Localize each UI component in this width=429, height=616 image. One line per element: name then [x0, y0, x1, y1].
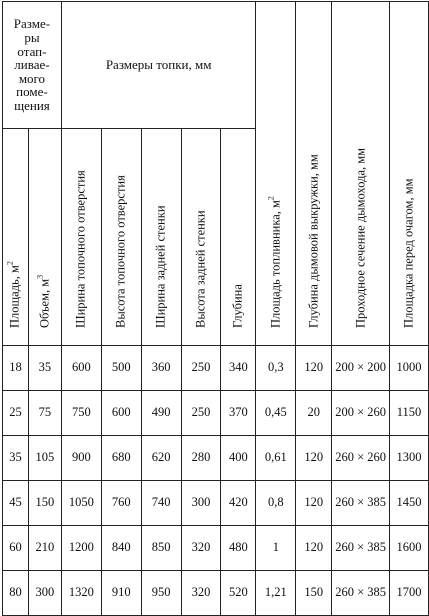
table-cell: 600: [101, 391, 141, 436]
table-cell: 1200: [61, 526, 101, 571]
table-cell: 250: [181, 346, 221, 391]
table-cell: 420: [221, 481, 256, 526]
column-header-label: Площадь топливника, м: [268, 199, 283, 328]
table-cell: 850: [141, 526, 181, 571]
table-cell: 600: [61, 346, 101, 391]
column-header-volume: [28, 129, 61, 346]
table-cell: 950: [141, 571, 181, 616]
table-row: [3, 391, 429, 436]
room-sizes-line: ливае-: [14, 57, 50, 73]
table-cell: 280: [181, 436, 221, 481]
column-header-label: Ширина задней стенки: [153, 205, 168, 328]
table-cell: 1: [256, 526, 296, 571]
table-cell: 500: [101, 346, 141, 391]
column-header-label: Площадка перед очагом, мм: [401, 178, 416, 328]
column-header-depth: [221, 129, 256, 346]
table-cell: 300: [28, 571, 61, 616]
column-header-opening-height: [101, 129, 141, 346]
column-header-sup: 2: [5, 260, 15, 265]
column-header-flue-section: [332, 2, 390, 346]
fireplace-dimensions-table: [2, 1, 429, 616]
table-row: [3, 571, 429, 616]
table-cell: 260 × 260: [332, 436, 390, 481]
table-cell: 120: [296, 346, 332, 391]
room-sizes-line: ры: [24, 29, 40, 45]
table-cell: 0,3: [256, 346, 296, 391]
table-cell: 35: [3, 436, 29, 481]
table-cell: 210: [28, 526, 61, 571]
table-cell: 1320: [61, 571, 101, 616]
table-cell: 120: [296, 436, 332, 481]
table-cell: 320: [181, 526, 221, 571]
column-header-back-wall-height: [181, 129, 221, 346]
column-header-label: Глубина: [230, 283, 245, 328]
table-cell: 75: [28, 391, 61, 436]
table-cell: 150: [28, 481, 61, 526]
column-header-opening-width: [61, 129, 101, 346]
column-header-hearth-platform: [390, 2, 429, 346]
room-sizes-line: отап-: [17, 43, 47, 59]
room-sizes-line: Разме-: [13, 16, 51, 32]
table-cell: 360: [141, 346, 181, 391]
table-cell: 20: [296, 391, 332, 436]
column-header-firebox-area: [256, 2, 296, 346]
table-row: [3, 346, 429, 391]
column-header-label: Площадь, м: [7, 264, 22, 328]
table-cell: 1150: [390, 391, 429, 436]
table-cell: 340: [221, 346, 256, 391]
table-cell: 1600: [390, 526, 429, 571]
table-cell: 260 × 385: [332, 571, 390, 616]
table-row: [3, 436, 429, 481]
table-cell: 900: [61, 436, 101, 481]
table-cell: 1050: [61, 481, 101, 526]
table-cell: 35: [28, 346, 61, 391]
column-header-label: Высота топочного отверстия: [113, 175, 128, 328]
header-row-groups: [3, 2, 429, 129]
table-cell: 480: [221, 526, 256, 571]
column-header-back-wall-width: [141, 129, 181, 346]
column-header-label: Высота задней стенки: [193, 210, 208, 328]
table-cell: 1000: [390, 346, 429, 391]
room-sizes-line: мого: [18, 70, 46, 86]
column-header-label: Проходное сечение дымохода, мм: [353, 147, 368, 328]
table-cell: 0,45: [256, 391, 296, 436]
table-cell: 150: [296, 571, 332, 616]
table-cell: 260 × 385: [332, 526, 390, 571]
column-header-label: Объем, м: [37, 278, 52, 328]
column-header-smoke-curve-depth: [296, 2, 332, 346]
table-cell: 1,21: [256, 571, 296, 616]
room-sizes-line: поме-: [16, 84, 48, 100]
table-cell: 0,8: [256, 481, 296, 526]
table-cell: 200 × 260: [332, 391, 390, 436]
table-cell: 300: [181, 481, 221, 526]
table-cell: 1700: [390, 571, 429, 616]
column-header-sup: 3: [35, 274, 45, 279]
table-cell: 1300: [390, 436, 429, 481]
table-cell: 760: [101, 481, 141, 526]
table-cell: 680: [101, 436, 141, 481]
table-cell: 370: [221, 391, 256, 436]
table-cell: 520: [221, 571, 256, 616]
table-cell: 60: [3, 526, 29, 571]
firebox-sizes-header: Размеры топки, мм: [61, 2, 256, 129]
table-cell: 45: [3, 481, 29, 526]
table-cell: 105: [28, 436, 61, 481]
table-cell: 400: [221, 436, 256, 481]
table-row: [3, 526, 429, 571]
table-row: [3, 481, 429, 526]
table-cell: 740: [141, 481, 181, 526]
table-cell: 320: [181, 571, 221, 616]
table-cell: 0,61: [256, 436, 296, 481]
table-cell: 260 × 385: [332, 481, 390, 526]
table-cell: 620: [141, 436, 181, 481]
table-cell: 80: [3, 571, 29, 616]
table-cell: 840: [101, 526, 141, 571]
column-header-sup: 2: [266, 195, 276, 200]
table-cell: 910: [101, 571, 141, 616]
room-sizes-header: [3, 2, 62, 129]
table-cell: 250: [181, 391, 221, 436]
table-cell: 18: [3, 346, 29, 391]
table-cell: 750: [61, 391, 101, 436]
column-header-label: Глубина дымовой выкружки, мм: [306, 154, 321, 328]
column-header-area: [3, 129, 29, 346]
table-cell: 25: [3, 391, 29, 436]
column-header-label: Ширина топочного отверстия: [73, 170, 88, 328]
table-cell: 490: [141, 391, 181, 436]
table-cell: 120: [296, 481, 332, 526]
table-cell: 1450: [390, 481, 429, 526]
table-cell: 120: [296, 526, 332, 571]
room-sizes-line: щения: [14, 98, 50, 114]
table-body: [3, 346, 429, 616]
table-cell: 200 × 200: [332, 346, 390, 391]
